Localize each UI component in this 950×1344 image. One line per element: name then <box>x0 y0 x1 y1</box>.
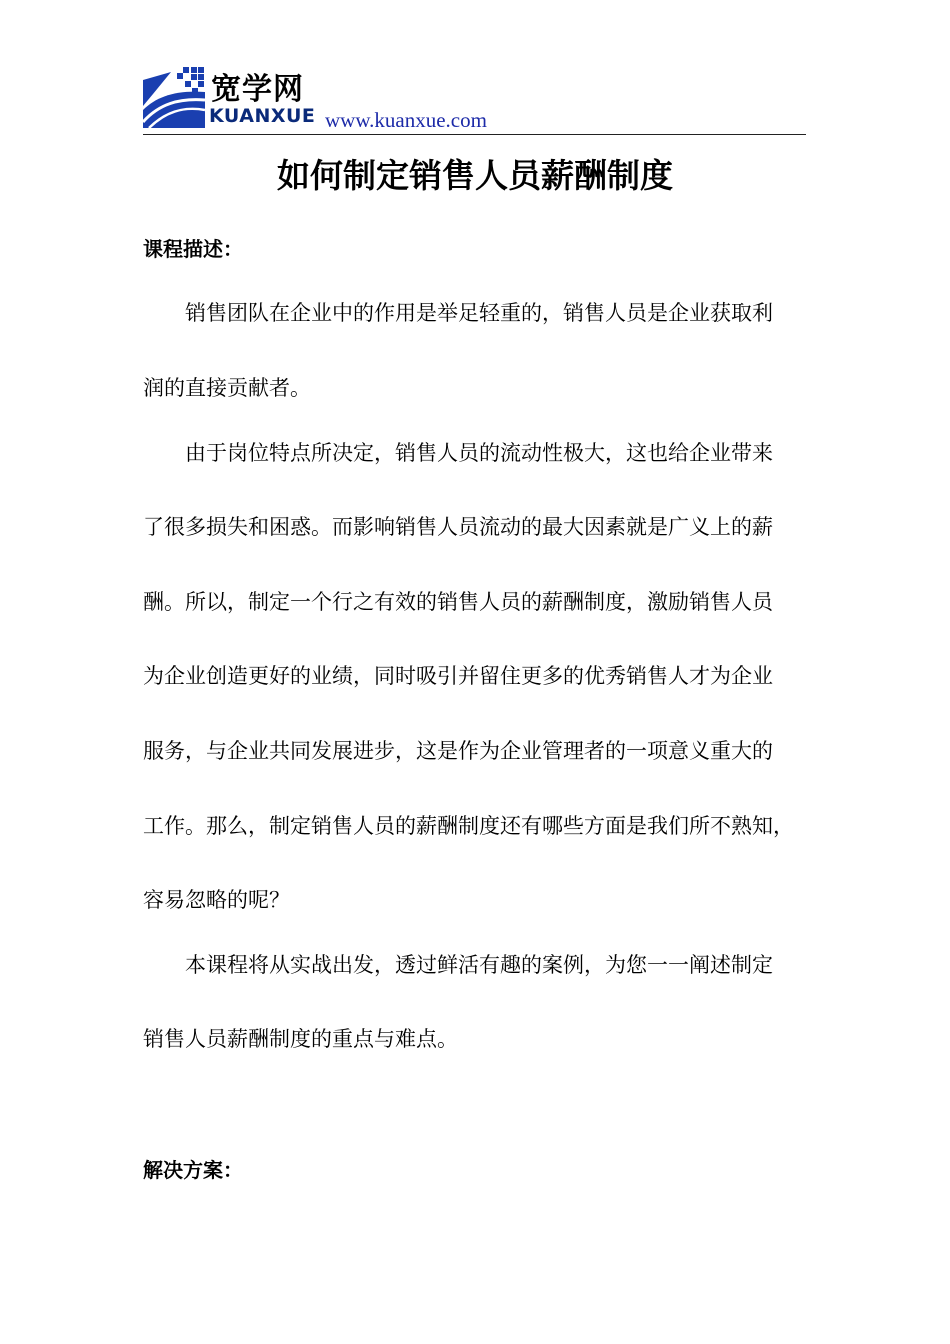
document-title: 如何制定销售人员薪酬制度 <box>277 156 673 195</box>
document-header <box>143 66 806 134</box>
brand-name-chinese: 宽学网 <box>211 72 304 107</box>
body-line: 销售团队在企业中的作用是举足轻重的，销售人员是企业获取利 <box>185 301 773 325</box>
body-line: 由于岗位特点所决定，销售人员的流动性极大，这也给企业带来 <box>185 441 773 465</box>
course-description-heading: 课程描述： <box>143 237 243 261</box>
body-line: 本课程将从实战出发，透过鲜活有趣的案例，为您一一阐述制定 <box>185 953 773 977</box>
header-divider <box>143 134 806 135</box>
body-line: 容易忽略的呢？ <box>143 888 290 912</box>
body-line: 工作。那么，制定销售人员的薪酬制度还有哪些方面是我们所不熟知， <box>143 814 794 838</box>
body-line: 酬。所以，制定一个行之有效的销售人员的薪酬制度，激励销售人员 <box>143 590 773 614</box>
solution-heading: 解决方案： <box>143 1158 243 1182</box>
body-line: 销售人员薪酬制度的重点与难点。 <box>143 1027 458 1051</box>
body-line: 润的直接贡献者。 <box>143 376 311 400</box>
kuanxue-logo-icon <box>143 66 205 128</box>
body-line: 了很多损失和困惑。而影响销售人员流动的最大因素就是广义上的薪 <box>143 515 773 539</box>
body-line: 为企业创造更好的业绩，同时吸引并留住更多的优秀销售人才为企业 <box>143 664 773 688</box>
body-line: 服务，与企业共同发展进步，这是作为企业管理者的一项意义重大的 <box>143 739 773 763</box>
website-url[interactable]: www.kuanxue.com <box>325 108 487 132</box>
brand-name-english: KUANXUE <box>209 105 316 127</box>
